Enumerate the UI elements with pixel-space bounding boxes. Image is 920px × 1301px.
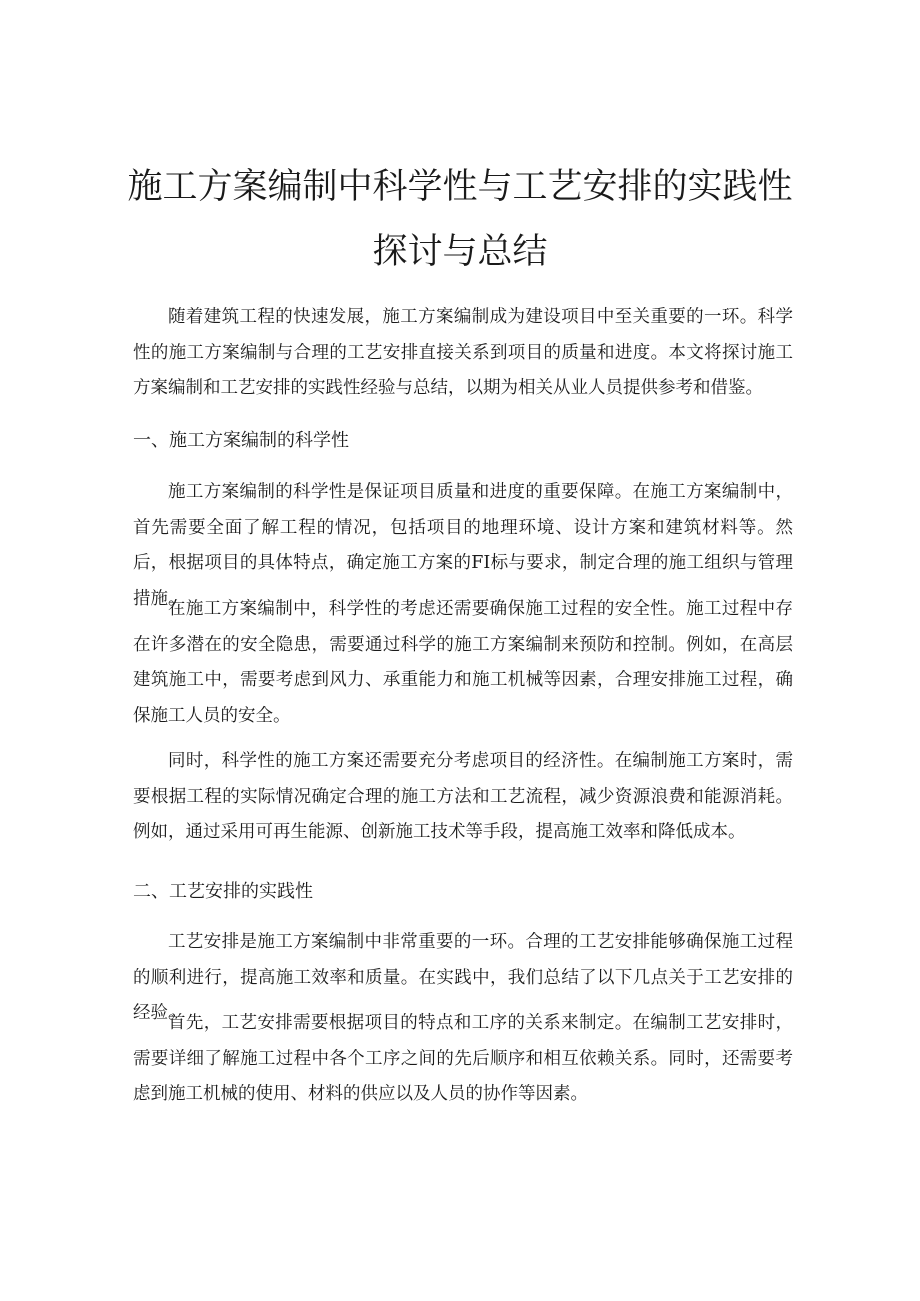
section-2-heading: 二、工艺安排的实践性 bbox=[133, 881, 313, 902]
section-1-paragraph-1: 施工方案编制的科学性是保证项目质量和进度的重要保障。在施工方案编制中，首先需要全面了解工程的情况，包括项目的地理环境、设计方案和建筑材料等。然后，根据项目的具体特点，确定施工方案的FI标与要求，制定合理的施工组织与管理措施。 bbox=[133, 482, 793, 609]
intro-paragraph: 随着建筑工程的快速发展，施工方案编制成为建设项目中至关重要的一环。科学性的施工方案编制与合理的工艺安排直接关系到项目的质量和进度。本文将探讨施工方案编制和工艺安排的实践性经验与总结，以期为相关从业人员提供参考和借鉴。 bbox=[133, 307, 793, 398]
document-title-line-2: 探讨与总结 bbox=[372, 232, 548, 272]
section-1-paragraph-3: 同时，科学性的施工方案还需要充分考虑项目的经济性。在编制施工方案时，需要根据工程的实际情况确定合理的施工方法和工艺流程，减少资源浪费和能源消耗。例如，通过采用可再生能源、创新施工技术等手段，提高施工效率和降低成本。 bbox=[133, 751, 793, 842]
document-title-line-1: 施工方案编制中科学性与工艺安排的实践性 bbox=[127, 167, 793, 207]
section-1-paragraph-2: 在施工方案编制中，科学性的考虑还需要确保施工过程的安全性。施工过程中存在许多潜在的安全隐患，需要通过科学的施工方案编制来预防和控制。例如，在高层建筑施工中，需要考虑到风力、承重能力和施工机械等因素，合理安排施工过程，确保施工人员的安全。 bbox=[133, 599, 793, 726]
section-1-heading: 一、施工方案编制的科学性 bbox=[133, 430, 349, 451]
section-2-paragraph-2: 首先，工艺安排需要根据项目的特点和工序的关系来制定。在编制工艺安排时，需要详细了解施工过程中各个工序之间的先后顺序和相互依赖关系。同时，还需要考虑到施工机械的使用、材料的供应以及人员的协作等因素。 bbox=[133, 1013, 793, 1104]
section-2-paragraph-1: 工艺安排是施工方案编制中非常重要的一环。合理的工艺安排能够确保施工过程的顺利进行，提高施工效率和质量。在实践中，我们总结了以下几点关于工艺安排的经验。 bbox=[133, 932, 793, 1023]
